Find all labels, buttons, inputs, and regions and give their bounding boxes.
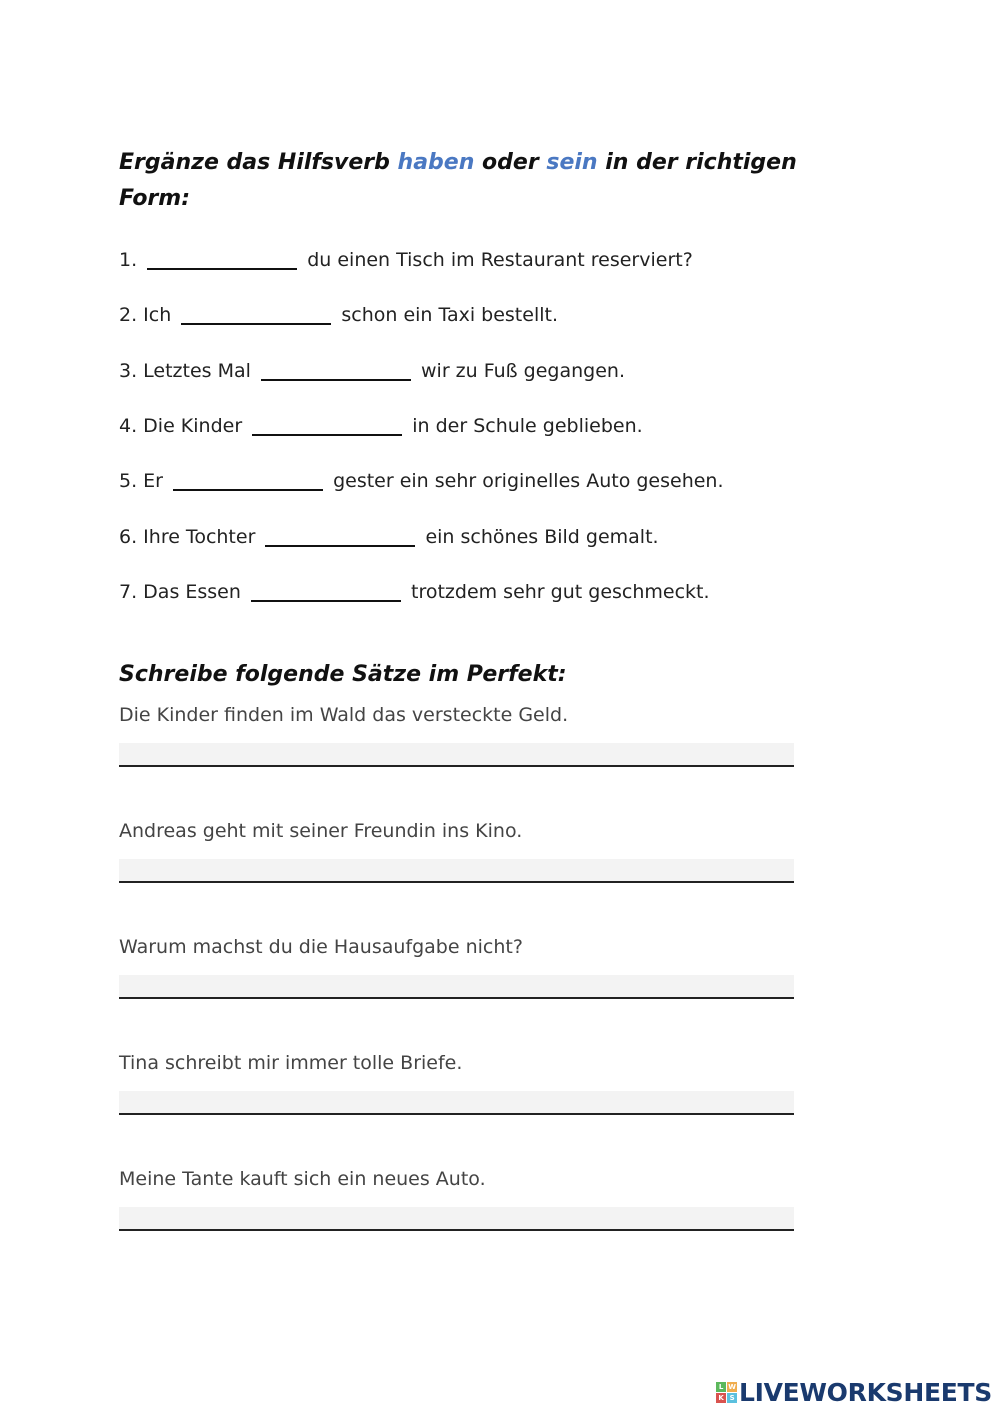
liveworksheets-logo[interactable] [716,1377,992,1407]
blank-input-3[interactable] [261,357,411,381]
sentence-prompt-1: Die Kinder finden im Wald das versteckte Geld. [119,704,569,726]
keyword-sein: sein [546,150,598,175]
exercise1-heading: Ergänze das Hilfsverb haben oder sein in der richtigen Form: [119,150,797,211]
sentence-prompt-3: Warum machst du die Hausaufgabe nicht? [119,936,523,958]
answer-input-4[interactable] [119,1091,794,1115]
answer-input-5[interactable] [119,1207,794,1231]
keyword-haben: haben [397,150,475,175]
sentence-prompt-5: Meine Tante kauft sich ein neues Auto. [119,1168,486,1190]
exercise-item-7: 7. Das Essen trotzdem sehr gut geschmeckt. [119,578,710,606]
answer-input-1[interactable] [119,743,794,767]
exercise-item-6: 6. Ihre Tochter ein schönes Bild gemalt. [119,523,659,551]
blank-input-4[interactable] [252,412,402,436]
exercise-item-2: 2. Ich schon ein Taxi bestellt. [119,301,558,329]
exercise-item-5: 5. Er gester ein sehr originelles Auto gesehen. [119,467,724,495]
sentence-prompt-4: Tina schreibt mir immer tolle Briefe. [119,1052,463,1074]
exercise-item-1: 1. du einen Tisch im Restaurant reserviert? [119,246,693,274]
blank-input-7[interactable] [251,578,401,602]
blank-input-5[interactable] [173,467,323,491]
blank-input-1[interactable] [147,246,297,270]
blank-input-2[interactable] [181,301,331,325]
exercise2-heading: Schreibe folgende Sätze im Perfekt: [119,662,567,687]
exercise-item-3: 3. Letztes Mal wir zu Fuß gegangen. [119,357,625,385]
answer-input-2[interactable] [119,859,794,883]
sentence-prompt-2: Andreas geht mit seiner Freundin ins Kino. [119,820,523,842]
brand-name: LIVEWORKSHEETS [738,1377,992,1407]
liveworksheets-logo-icon: L W K S [716,1382,737,1403]
blank-input-6[interactable] [265,523,415,547]
answer-input-3[interactable] [119,975,794,999]
exercise-item-4: 4. Die Kinder in der Schule geblieben. [119,412,643,440]
